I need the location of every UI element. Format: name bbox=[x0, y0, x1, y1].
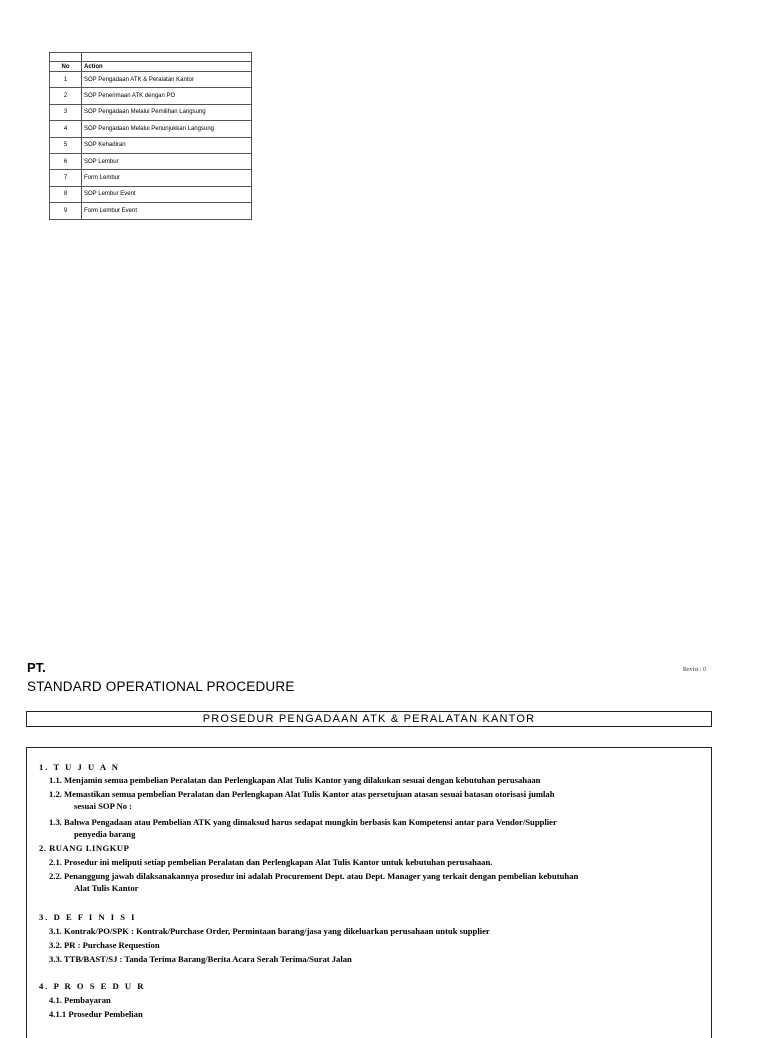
section-heading-definisi: 3. D E F I N I S I bbox=[39, 912, 137, 922]
revision-label: Revisi : 0 bbox=[683, 667, 707, 673]
page-title: STANDARD OPERATIONAL PROCEDURE bbox=[27, 679, 295, 694]
clause-1-1: 1.1. Menjamin semua pembelian Peralatan dan Perlengkapan Alat Tulis Kantor yang dilakukan sesuai dengan kebutuhan perusahaan bbox=[49, 775, 541, 785]
definition-3-2: 3.2. PR : Purchase Requestion bbox=[49, 940, 160, 950]
row-action: SOP Penerimaan ATK dengan PO bbox=[82, 88, 252, 104]
table-row bbox=[50, 170, 252, 186]
table-row bbox=[50, 186, 252, 202]
row-action: Form Lembur bbox=[82, 170, 252, 186]
table-row bbox=[50, 72, 252, 88]
clause-2-2-cont: Alat Tulis Kantor bbox=[74, 883, 139, 893]
section-heading-ruang-lingkup: 2. RUANG LINGKUP bbox=[39, 843, 130, 853]
row-number: 6 bbox=[50, 153, 82, 169]
section-heading-tujuan: 1. T U J U A N bbox=[39, 762, 120, 772]
clause-2-2: 2.2. Penanggung jawab dilaksanakannya prosedur ini adalah Procurement Dept. atau Dept. Manager yang terkait dengan pembelian kebutuhan bbox=[49, 871, 579, 881]
column-header-no: No bbox=[50, 62, 82, 72]
sop-index-table bbox=[49, 52, 252, 220]
row-action: SOP Lembur Event bbox=[82, 186, 252, 202]
row-action: SOP Pengadaan Melalui Penunjukkan Langsung bbox=[82, 121, 252, 137]
document-title: PROSEDUR PENGADAAN ATK & PERALATAN KANTOR bbox=[26, 711, 712, 727]
definition-3-1: 3.1. Kontrak/PO/SPK : Kontrak/Purchase Order, Permintaan barang/jasa yang dikeluarkan perusahaan untuk supplier bbox=[49, 926, 490, 936]
clause-1-3-cont: penyedia barang bbox=[74, 829, 136, 839]
row-action: SOP Pengadaan ATK & Peralatan Kantor bbox=[82, 72, 252, 88]
procedure-content bbox=[26, 747, 712, 1038]
table-row bbox=[50, 153, 252, 169]
row-number: 4 bbox=[50, 121, 82, 137]
row-action: SOP Kehadiran bbox=[82, 137, 252, 153]
row-number: 3 bbox=[50, 104, 82, 120]
table-spacer-row bbox=[50, 53, 252, 62]
table-header-row bbox=[50, 62, 252, 72]
table-row bbox=[50, 104, 252, 120]
row-number: 9 bbox=[50, 203, 82, 219]
definition-3-3: 3.3. TTB/BAST/SJ : Tanda Terima Barang/Berita Acara Serah Terima/Surat Jalan bbox=[49, 954, 352, 964]
row-number: 7 bbox=[50, 170, 82, 186]
column-header-action: Action bbox=[82, 62, 252, 72]
row-action: SOP Pengadaan Melalui Pemilihan Langsung bbox=[82, 104, 252, 120]
row-number: 8 bbox=[50, 186, 82, 202]
row-number: 2 bbox=[50, 88, 82, 104]
table-row bbox=[50, 121, 252, 137]
clause-4-1: 4.1. Pembayaran bbox=[49, 995, 111, 1005]
clause-2-1: 2.1. Prosedur ini meliputi setiap pembelian Peralatan dan Perlengkapan Alat Tulis Kantor untuk kebutuhan perusahaan. bbox=[49, 857, 493, 867]
table-row bbox=[50, 88, 252, 104]
clause-1-2: 1.2. Memastikan semua pembelian Peralatan dan Perlengkapan Alat Tulis Kantor atas persetujuan atasan sesuai batasan otorisasi jumlah bbox=[49, 789, 555, 799]
section-heading-prosedur: 4. P R O S E D U R bbox=[39, 981, 146, 991]
table-row bbox=[50, 137, 252, 153]
clause-4-1-1: 4.1.1 Prosedur Pembelian bbox=[49, 1009, 143, 1019]
clause-1-2-cont: sesuai SOP No : bbox=[74, 801, 133, 811]
row-number: 1 bbox=[50, 72, 82, 88]
row-number: 5 bbox=[50, 137, 82, 153]
row-action: Form Lembur Event bbox=[82, 203, 252, 219]
table-row bbox=[50, 203, 252, 219]
clause-1-3: 1.3. Bahwa Pengadaan atau Pembelian ATK yang dimaksud harus sedapat mungkin berbasis kan Kompetensi antar para Vendor/Supplier bbox=[49, 817, 557, 827]
row-action: SOP Lembur bbox=[82, 153, 252, 169]
company-label: PT. bbox=[27, 660, 46, 675]
